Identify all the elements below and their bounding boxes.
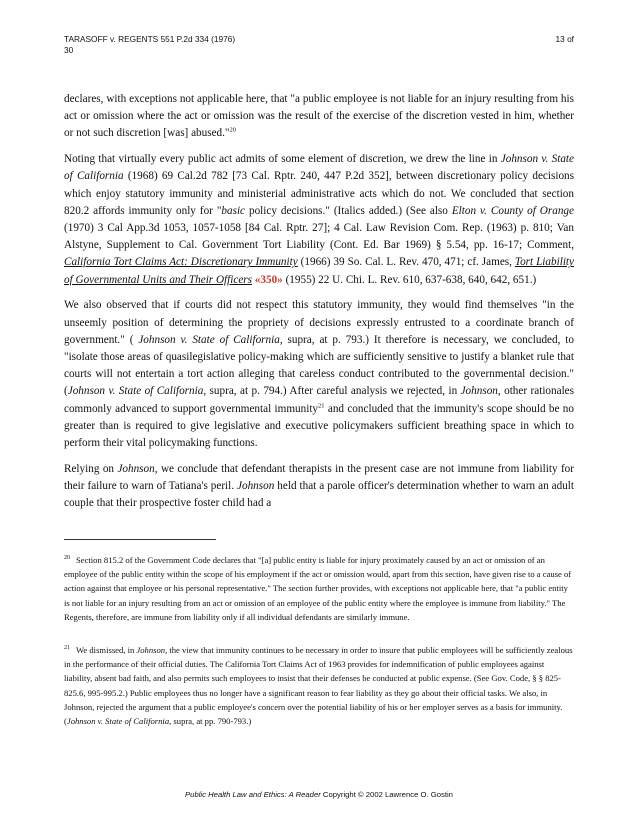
- opinion-body: [64, 91, 574, 521]
- paragraph-1: declares, with exceptions not applicable here, that "a public employee is not liable for an injury resulting from his act or omission where the act or omission was the result of the exercise of the discretion vested in him, whether or not such discretion [was] abused."$^{20}$: [64, 93, 574, 140]
- footnote-divider: [64, 539, 216, 540]
- header-page-number: 13 of: [555, 34, 574, 44]
- page-header: [64, 34, 574, 56]
- footnote-21: $^{21}$ We dismissed, in Johnson, the view that immunity continues to be necessary in order to insure that public employees will be sufficiently zealous in the performance of their official duties. The California Tort Claims Act of 1963 provides for indemnification of public employees against liability, absent bad faith, and also permits such employees to insist that their defenses be conducted at public expense. (See Gov. Code, § § 825- 825.6, 995-995.2.) Public employees thus no longer have a significant reason to fear liability as they go about their official tasks. We also, in Johnson, rejected the argument that a public employee's concern over the potential liability of his or her employer serves as a basis for immunity. (Johnson v. State of California, supra, at pp. 790-793.): [64, 645, 573, 727]
- footnote-ref-20[interactable]: 20: [229, 126, 237, 134]
- case-johnson-link[interactable]: Johnson v. State of California: [64, 153, 574, 183]
- paragraph-4: Relying on Johnson, we conclude that defendant therapists in the present case are not immune from liability for their failure to warn of Tatiana's peril. Johnson held that a parole officer's determination whether to warn an adult couple that their prospective foster child had a: [64, 462, 574, 510]
- header-citation: TARASOFF v. REGENTS 551 P.2d 334 (1976): [64, 34, 236, 44]
- article-tort-claims-link[interactable]: California Tort Claims Act: Discretionary Immunity: [64, 256, 298, 269]
- paragraph-2: Noting that virtually every public act admits of some element of discretion, we drew the line in Johnson v. State of California (1968) 69 Cal.2d 782 [73 Cal. Rptr. 240, 447 P.2d 352], between discretionary policy decisions which enjoy statutory immunity and ministerial administrative acts which do not. We concluded that section 820.2 affords immunity only for "basic policy decisions." (Italics added.) (See also Elton v. County of Orange (1970) 3 Cal App.3d 1053, 1057-1058 [84 Cal. Rptr. 27]; 4 Cal. Law Revision Com. Rep. (1963) p. 810; Van Alstyne, Supplement to Cal. Government Tort Liability (Cont. Ed. Bar 1969) § 5.54, pp. 16-17; Comment, California Tort Claims Act: Discretionary Immunity (1966) 39 So. Cal. L. Rev. 470, 471; cf. James, Tort Liability of Governmental Units and Their Officers «350» (1955) 22 U. Chi. L. Rev. 610, 637-638, 640, 642, 651.): [64, 153, 575, 286]
- page-footer: [64, 790, 574, 800]
- header-page-total: 30: [64, 45, 74, 55]
- footnote-ref-21[interactable]: 21: [318, 401, 325, 409]
- case-elton-link[interactable]: Elton v. County of Orange: [451, 204, 574, 217]
- footer-copyright: Copyright © 2002 Lawrence O. Gostin: [320, 790, 453, 799]
- footnote-20: $^{20}$ Section 815.2 of the Government Code declares that "[a] public entity is liable for injury proximately caused by an act or omission of an employee of the public entity within the scope of his employment if the act or omission would, apart from this section, have given rise to a cause of action against that employee or his personal representative." The section further provides, with exceptions not applicable here, that "a public entity is not liable for an injury resulting from an act or omission of an employee of the public entity where the employee is immune from liability." The Regents, therefore, are immune from liability only if all individual defendants are similarly immune.: [64, 555, 572, 622]
- article-tort-liability-link[interactable]: Tort Liability of Governmental Units and Their Officers: [64, 256, 575, 286]
- footnote-mark: 21: [64, 645, 70, 652]
- paragraph-3: We also observed that if courts did not respect this statutory immunity, they would find themselves "in the unseemly position of determining the propriety of decisions expressly entrusted to a coordinate branch of government." ( Johnson v. State of California, supra, at p. 793.) It therefore is necessary, we concluded, to "isolate those areas of quasilegislative policy-making which are sufficiently sensitive to justify a blanket rule that courts will not entertain a tort action alleging that careless conduct contributed to the governmental decision." (Johnson v. State of California, supra, at p. 794.) After careful analysis we rejected, in Johnson, other rationales commonly advanced to support governmental immunity$^{21}$ and concluded that the immunity's scope should be no greater than is required to give legislative and executive policymakers sufficient breathing space in which to perform their vital policymaking functions.: [64, 299, 575, 450]
- page-marker: «350»: [254, 273, 283, 286]
- footer-book-title: Public Health Law and Ethics: A Reader: [185, 790, 321, 799]
- footnote-mark: 20: [64, 555, 70, 562]
